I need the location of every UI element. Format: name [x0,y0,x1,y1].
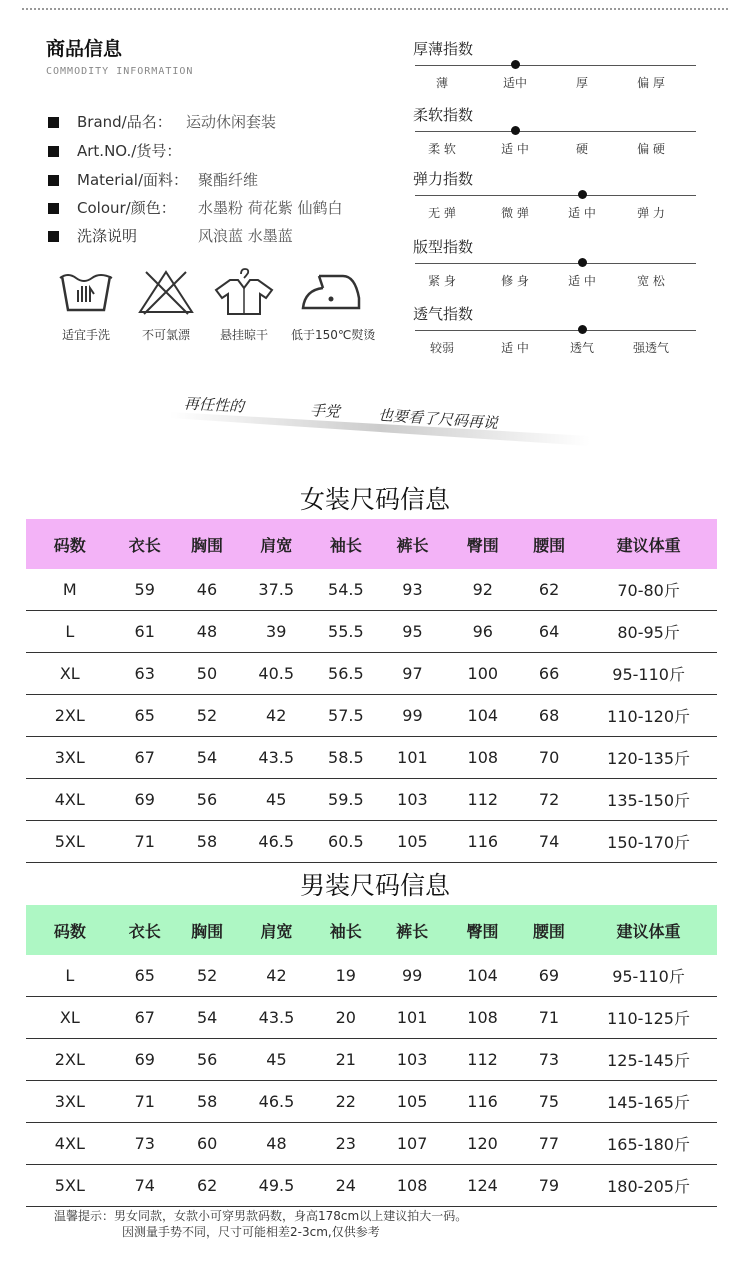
table-cell: 79 [518,1165,580,1207]
size-reminder-banner [170,388,590,448]
table-cell: XL [26,653,114,695]
table-cell: 93 [377,569,447,611]
table-cell: L [26,955,114,997]
index-scale-line [415,195,696,196]
table-cell: 69 [518,955,580,997]
table-cell: 4XL [26,779,114,821]
table-cell: 69 [114,1039,176,1081]
column-header: 胸围 [191,921,224,941]
index-label: 偏 硬 [637,142,665,156]
table-cell: 62 [518,569,580,611]
index-label: 硬 [575,142,589,156]
banner-text-3: 也要看了尺码再说 [377,405,499,433]
table-cell: 92 [448,569,518,611]
bullet-square-icon [48,175,59,186]
table-cell: 46 [176,569,238,611]
table-cell: 112 [448,779,518,821]
wash-label: 悬挂晾干 [219,328,268,342]
table-cell: 5XL [26,1165,114,1207]
table-cell: 95-110斤 [580,955,717,997]
table-cell: 59.5 [314,779,377,821]
index-scale-line [415,263,696,264]
table-cell: 105 [377,821,447,863]
table-cell: 52 [176,695,238,737]
table-row [26,821,717,863]
table-cell: 112 [447,1039,517,1081]
table-cell: 42 [238,955,314,997]
table-row [26,1123,717,1165]
index-title: 柔软指数 [413,106,474,124]
table-cell: L [26,611,114,653]
table-cell: 116 [448,821,518,863]
table-cell: 46.5 [238,821,314,863]
column-header: 裤长 [396,535,429,555]
table-cell: 180-205斤 [580,1165,717,1207]
table-cell: 74 [518,821,580,863]
table-cell: 3XL [26,737,114,779]
table-cell: 66 [518,653,580,695]
size-tip-line-1: 温馨提示：男女同款，女款小可穿男款码数，身高178cm以上建议拍大一码。 [54,1209,468,1223]
table-cell: 75 [518,1081,580,1123]
table-row [26,997,717,1039]
table-cell: XL [26,997,114,1039]
table-cell: 56 [176,1039,238,1081]
info-key: Art.NO./货号： [77,142,182,160]
table-cell: 43.5 [238,997,314,1039]
table-cell: 54 [176,997,238,1039]
table-cell: 165-180斤 [580,1123,717,1165]
table-row [26,1081,717,1123]
table-cell: 55.5 [314,611,377,653]
index-marker-dot [511,60,520,69]
table-cell: 68 [518,695,580,737]
table-cell: 67 [114,997,176,1039]
index-label: 适中 [502,76,528,90]
table-cell: 58 [176,1081,238,1123]
index-label: 适 中 [568,274,596,288]
index-label: 微 弹 [501,206,529,220]
no-bleach-icon [136,268,196,316]
wash-icon-hang [204,268,284,348]
bullet-square-icon [48,146,59,157]
info-value: 水墨粉 荷花紫 仙鹤白 [198,199,343,217]
table-cell: 56 [176,779,238,821]
index-scale-line [415,65,696,66]
wash-label: 适宜手洗 [61,328,110,342]
table-cell: 59 [114,569,176,611]
bullet-square-icon [48,117,59,128]
index-label: 强透气 [632,341,670,355]
index-title: 透气指数 [413,305,474,323]
index-label: 弹 力 [637,206,665,220]
table-row [26,611,717,653]
column-header: 臀围 [466,535,499,555]
table-cell: 58 [176,821,238,863]
hang-dry-icon [214,268,274,316]
index-label: 薄 [435,76,449,90]
table-cell: 2XL [26,695,114,737]
table-cell: 20 [315,997,377,1039]
table-cell: 63 [114,653,176,695]
table-cell: 43.5 [238,737,314,779]
table-cell: 145-165斤 [580,1081,717,1123]
table-cell: 73 [518,1039,580,1081]
index-label: 适 中 [568,206,596,220]
column-header: 肩宽 [260,921,293,941]
table-cell: 21 [315,1039,377,1081]
table-cell: 103 [377,1039,447,1081]
info-key: 洗涤说明 [77,227,138,245]
table-header-row [26,905,717,955]
wash-label: 不可氯漂 [141,328,190,342]
table-cell: 74 [114,1165,176,1207]
table-cell: 64 [518,611,580,653]
men-size-table [26,905,717,1207]
table-cell: 120 [447,1123,517,1165]
index-label: 无 弹 [428,206,456,220]
table-cell: 60 [176,1123,238,1165]
table-cell: 48 [176,611,238,653]
table-cell: 125-145斤 [580,1039,717,1081]
table-cell: 104 [447,955,517,997]
table-cell: 50 [176,653,238,695]
table-cell: 61 [114,611,176,653]
table-cell: 110-120斤 [580,695,717,737]
table-cell: 24 [315,1165,377,1207]
table-cell: 99 [377,955,447,997]
info-key: Material/面料： [77,171,188,189]
table-cell: 52 [176,955,238,997]
table-cell: 67 [114,737,176,779]
column-header: 肩宽 [260,535,293,555]
index-title: 弹力指数 [413,170,474,188]
table-cell: 19 [315,955,377,997]
column-header: 袖长 [329,921,362,941]
info-key: Colour/颜色： [77,199,176,217]
table-cell: 60.5 [314,821,377,863]
table-cell: 23 [315,1123,377,1165]
info-row-colour [48,197,388,218]
table-cell: 71 [518,997,580,1039]
column-header: 腰围 [532,921,565,941]
table-row [26,1039,717,1081]
table-cell: 72 [518,779,580,821]
column-header: 码数 [53,921,86,941]
table-cell: 97 [377,653,447,695]
table-cell: M [26,569,114,611]
table-cell: 56.5 [314,653,377,695]
top-dotted-divider [22,8,728,10]
table-cell: 70 [518,737,580,779]
banner-text-2: 手党 [309,401,341,421]
index-label: 宽 松 [637,274,665,288]
table-row [26,1165,717,1207]
column-header: 臀围 [466,921,499,941]
column-header: 衣长 [128,535,161,555]
table-cell: 116 [447,1081,517,1123]
wash-label: 低于150℃熨烫 [291,328,376,342]
table-cell: 65 [114,955,176,997]
table-cell: 108 [447,997,517,1039]
women-size-table [26,519,717,863]
table-cell: 95-110斤 [580,653,717,695]
table-cell: 46.5 [238,1081,314,1123]
index-marker-dot [511,126,520,135]
table-cell: 4XL [26,1123,114,1165]
index-marker-dot [578,258,587,267]
table-cell: 70-80斤 [580,569,717,611]
table-cell: 57.5 [314,695,377,737]
table-cell: 96 [448,611,518,653]
table-cell: 3XL [26,1081,114,1123]
info-value: 聚酯纤维 [198,171,259,189]
index-label: 较弱 [429,341,455,355]
table-cell: 110-125斤 [580,997,717,1039]
bullet-square-icon [48,203,59,214]
table-cell: 135-150斤 [580,779,717,821]
table-cell: 45 [238,1039,314,1081]
table-cell: 69 [114,779,176,821]
index-title: 版型指数 [413,238,474,256]
table-cell: 80-95斤 [580,611,717,653]
table-cell: 39 [238,611,314,653]
table-cell: 54 [176,737,238,779]
table-row [26,695,717,737]
index-label: 修 身 [501,274,529,288]
table-row [26,955,717,997]
table-cell: 62 [176,1165,238,1207]
info-row-brand [48,111,388,132]
table-cell: 95 [377,611,447,653]
table-cell: 48 [238,1123,314,1165]
column-header: 衣长 [128,921,161,941]
hand-wash-icon [56,268,116,316]
table-row [26,737,717,779]
table-cell: 103 [377,779,447,821]
column-header: 码数 [53,535,86,555]
table-cell: 99 [377,695,447,737]
bullet-square-icon [48,231,59,242]
index-label: 厚 [575,76,589,90]
table-cell: 65 [114,695,176,737]
info-value: 风浪蓝 水墨蓝 [198,227,293,245]
info-value: 运动休闲套装 [186,113,277,131]
table-header-row [26,519,717,569]
info-row-material [48,169,388,190]
table-cell: 5XL [26,821,114,863]
table-cell: 105 [377,1081,447,1123]
table-cell: 150-170斤 [580,821,717,863]
index-title: 厚薄指数 [413,40,474,58]
table-cell: 108 [377,1165,447,1207]
table-cell: 58.5 [314,737,377,779]
index-marker-dot [578,325,587,334]
table-cell: 73 [114,1123,176,1165]
table-row [26,779,717,821]
index-scale-line [415,330,696,331]
index-label: 偏 厚 [637,76,665,90]
index-label: 柔 软 [428,142,456,156]
column-header: 袖长 [329,535,362,555]
table-cell: 40.5 [238,653,314,695]
wash-icon-hand [46,268,126,348]
info-row-art-no [48,140,388,161]
index-label: 适 中 [501,341,529,355]
table-cell: 100 [448,653,518,695]
table-cell: 124 [447,1165,517,1207]
table-cell: 71 [114,821,176,863]
banner-text-1: 再任性的 [183,394,245,416]
table-cell: 37.5 [238,569,314,611]
table-cell: 71 [114,1081,176,1123]
column-header: 腰围 [533,535,566,555]
index-label: 紧 身 [428,274,456,288]
info-row-wash [48,225,388,246]
iron-icon [299,268,363,316]
table-cell: 101 [377,737,447,779]
section-title: 商品信息 [46,38,123,60]
table-cell: 42 [238,695,314,737]
table-cell: 107 [377,1123,447,1165]
info-key: Brand/品名： [77,113,172,131]
table-cell: 45 [238,779,314,821]
column-header: 胸围 [190,535,223,555]
table-cell: 120-135斤 [580,737,717,779]
table-cell: 77 [518,1123,580,1165]
column-header: 裤长 [396,921,429,941]
column-header: 建议体重 [616,921,681,941]
table-row [26,653,717,695]
column-header: 建议体重 [616,535,681,555]
wash-icon-iron [291,268,376,348]
section-subtitle: COMMODITY INFORMATION [46,66,194,77]
table-cell: 108 [448,737,518,779]
table-cell: 54.5 [314,569,377,611]
size-tip-line-2: 因测量手势不同，尺寸可能相差2-3cm,仅供参考 [122,1225,380,1239]
table-cell: 2XL [26,1039,114,1081]
table-cell: 104 [448,695,518,737]
men-size-title: 男装尺码信息 [299,871,450,900]
index-label: 适 中 [501,142,529,156]
table-cell: 101 [377,997,447,1039]
table-cell: 49.5 [238,1165,314,1207]
index-scale-line [415,131,696,132]
index-label: 透气 [569,341,595,355]
table-cell: 22 [315,1081,377,1123]
wash-icon-bleach [126,268,206,348]
women-size-title: 女装尺码信息 [299,485,450,514]
table-row [26,569,717,611]
index-marker-dot [578,190,587,199]
